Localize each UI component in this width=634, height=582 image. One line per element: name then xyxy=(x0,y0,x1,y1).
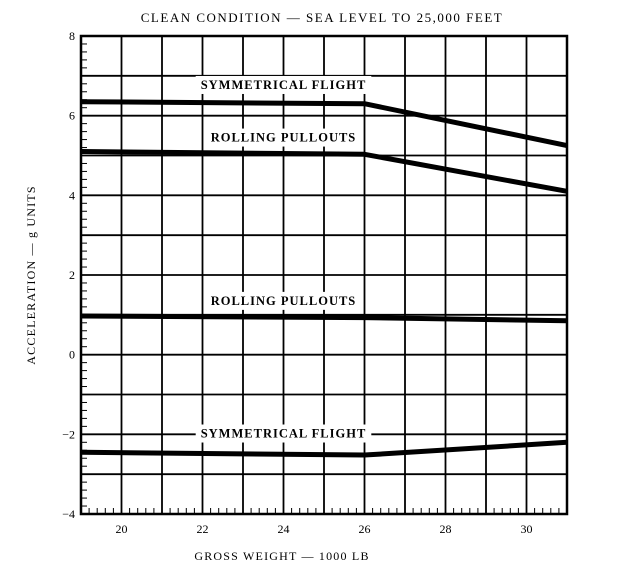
chart-title: CLEAN CONDITION — SEA LEVEL TO 25,000 FEET xyxy=(140,10,504,25)
series-label: SYMMETRICAL FLIGHT xyxy=(200,77,367,92)
minor-ticks xyxy=(81,44,559,514)
y-tick-label: −4 xyxy=(62,507,75,521)
y-tick-label: 0 xyxy=(69,347,75,362)
series-label: SYMMETRICAL FLIGHT xyxy=(200,426,367,441)
y-tick-label: −2 xyxy=(62,427,75,442)
series-label: ROLLING PULLOUTS xyxy=(210,130,357,145)
y-tick-label: 8 xyxy=(69,29,75,43)
x-tick-label: 22 xyxy=(196,522,209,536)
y-tick-labels xyxy=(62,29,75,521)
x-tick-label: 28 xyxy=(439,522,452,536)
y-tick-label: 4 xyxy=(69,188,75,203)
x-axis-label: GROSS WEIGHT — 1000 LB xyxy=(194,549,370,563)
y-axis-label: ACCELERATION — g UNITS xyxy=(24,185,38,365)
x-tick-label: 30 xyxy=(520,522,533,536)
x-tick-label: 20 xyxy=(115,522,128,536)
x-tick-label: 24 xyxy=(277,522,290,536)
y-tick-label: 6 xyxy=(69,108,75,123)
series-label: ROLLING PULLOUTS xyxy=(210,293,357,308)
x-tick-labels xyxy=(116,522,533,536)
y-tick-label: 2 xyxy=(69,268,75,282)
x-tick-label: 26 xyxy=(358,522,371,536)
